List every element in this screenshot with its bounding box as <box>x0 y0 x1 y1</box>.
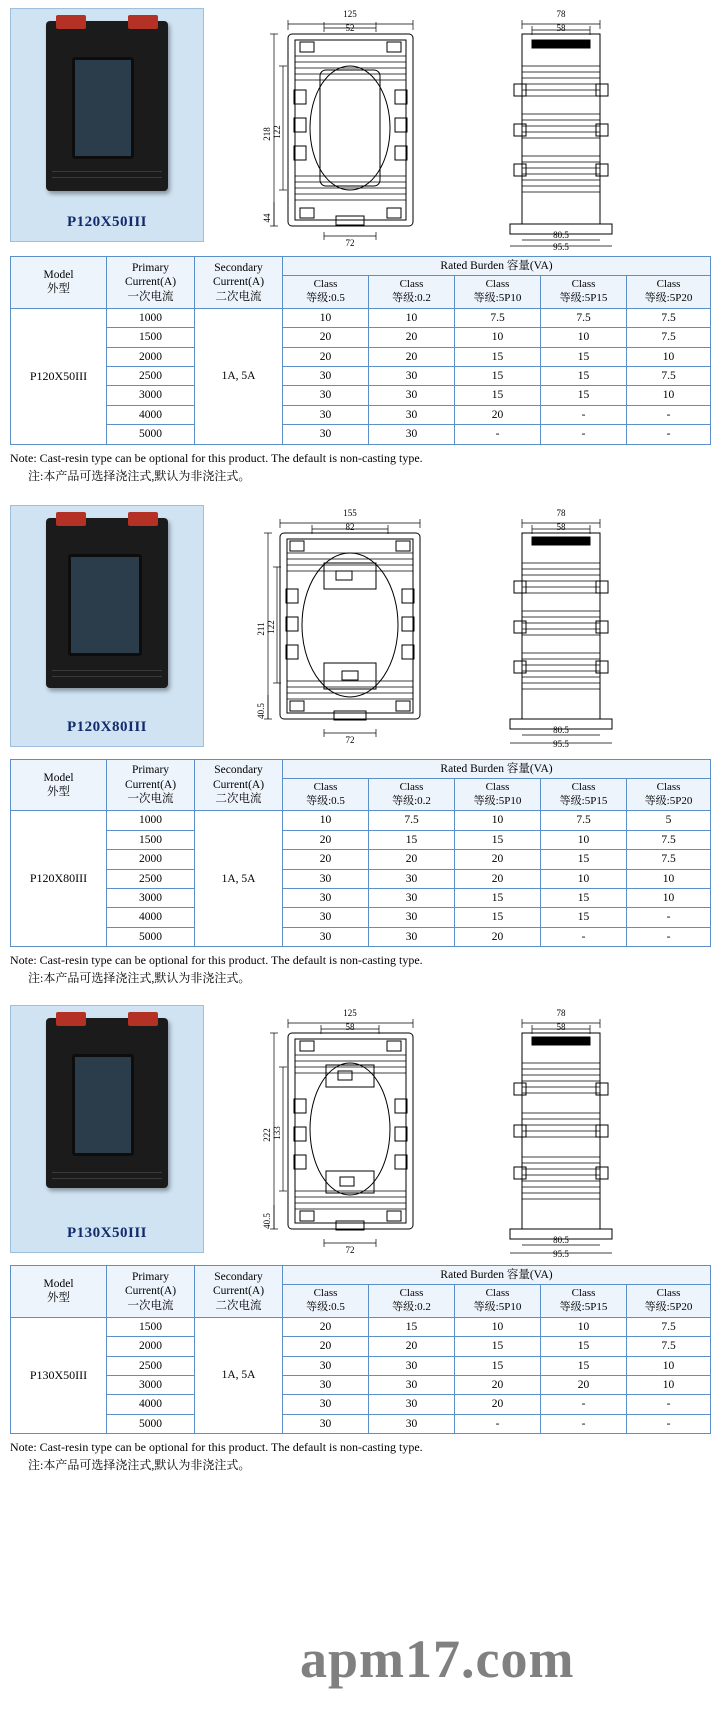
side-view-drawing-1 <box>470 6 650 252</box>
cell-primary: 3000 <box>107 1376 195 1395</box>
cell-burden: 20 <box>455 1395 541 1414</box>
cell-burden: 30 <box>283 908 369 927</box>
dim-front-height-inner-2: 122 <box>266 619 276 634</box>
cell-primary: 2000 <box>107 347 195 366</box>
cell-burden: 30 <box>369 405 455 424</box>
dim-side-bottom-inner-3: 80.5 <box>553 1235 569 1245</box>
header-class-0-3: Class 等级:0.5 <box>283 1285 369 1318</box>
table-row <box>11 405 711 424</box>
cell-burden: 30 <box>283 405 369 424</box>
cell-primary: 3000 <box>107 888 195 907</box>
header-burden-3: Rated Burden 容量(VA) <box>283 1266 711 1285</box>
cell-burden: 10 <box>541 328 627 347</box>
header-class-1-1: Class 等级:0.2 <box>369 276 455 309</box>
table-row <box>11 927 711 946</box>
cell-burden: - <box>541 405 627 424</box>
cell-burden: 10 <box>283 308 369 327</box>
dim-side-bottom-inner-1: 80.5 <box>553 230 569 240</box>
front-view-drawing-1 <box>250 6 450 248</box>
spec-table-1 <box>10 256 711 445</box>
terminal-cap-left-icon <box>56 1012 86 1026</box>
table-row <box>11 1337 711 1356</box>
cell-burden: 30 <box>283 1395 369 1414</box>
cell-burden: - <box>541 927 627 946</box>
cell-burden: - <box>541 425 627 444</box>
cell-burden: 15 <box>369 1317 455 1336</box>
cell-burden: 15 <box>541 347 627 366</box>
product-photo-panel-2 <box>10 505 204 747</box>
table-header-row <box>11 257 711 276</box>
terminal-cap-right-icon <box>128 512 158 526</box>
cell-burden: 15 <box>541 367 627 386</box>
spec-table-2 <box>10 759 711 948</box>
product-photo-panel-3 <box>10 1005 204 1253</box>
cell-burden: 20 <box>455 869 541 888</box>
header-class-0-1: Class 等级:0.5 <box>283 276 369 309</box>
table-row <box>11 908 711 927</box>
dim-side-top-outer-2: 78 <box>556 507 566 518</box>
cell-burden: 20 <box>283 1317 369 1336</box>
header-class-1-3: Class 等级:0.2 <box>369 1285 455 1318</box>
product-photo-panel-1 <box>10 8 204 242</box>
cell-burden: 20 <box>455 405 541 424</box>
cell-burden: 15 <box>541 1337 627 1356</box>
table-row <box>11 850 711 869</box>
cell-burden: 20 <box>283 328 369 347</box>
cell-burden: 7.5 <box>627 830 711 849</box>
cell-model-3: P130X50III <box>11 1317 107 1433</box>
cell-burden: 30 <box>369 869 455 888</box>
cell-burden: 10 <box>541 1317 627 1336</box>
dim-front-height-outer-2: 211 <box>256 621 266 636</box>
header-model-2: Model 外型 <box>11 759 107 811</box>
table-row <box>11 1414 711 1433</box>
transformer-photo-1 <box>46 21 168 191</box>
cell-burden: 15 <box>541 850 627 869</box>
cell-burden: 30 <box>369 927 455 946</box>
cell-burden: 7.5 <box>627 328 711 347</box>
cell-burden: 20 <box>283 347 369 366</box>
note-2 <box>10 951 710 987</box>
cell-burden: 10 <box>369 308 455 327</box>
cell-burden: - <box>627 908 711 927</box>
cell-burden: 15 <box>455 908 541 927</box>
cell-burden: - <box>627 927 711 946</box>
note-en-1: Note: Cast-resin type can be optional for this product. The default is non-casting type. <box>10 450 423 465</box>
cell-burden: - <box>541 1395 627 1414</box>
dim-front-bottom-inner-2: 72 <box>345 734 355 745</box>
note-3 <box>10 1438 710 1474</box>
cell-burden: 15 <box>541 908 627 927</box>
cell-burden: - <box>455 1414 541 1433</box>
cell-burden: - <box>627 425 711 444</box>
dim-side-top-outer-1: 78 <box>556 9 566 19</box>
dim-side-top-inner-1: 58 <box>556 23 566 33</box>
cell-burden: 30 <box>369 386 455 405</box>
cell-primary: 1500 <box>107 328 195 347</box>
cell-burden: 15 <box>369 830 455 849</box>
terminal-cap-right-icon <box>128 1012 158 1026</box>
cell-burden: 20 <box>455 850 541 869</box>
header-class-3-3: Class 等级:5P15 <box>541 1285 627 1318</box>
dim-front-bottom-left-1: 44 <box>262 213 272 223</box>
header-class-1-2: Class 等级:0.2 <box>369 778 455 811</box>
cell-model-2: P120X80III <box>11 811 107 947</box>
dim-front-top-outer-1: 125 <box>343 9 357 19</box>
cell-primary: 5000 <box>107 1414 195 1433</box>
table-row <box>11 1317 711 1336</box>
cell-burden: 30 <box>283 386 369 405</box>
cell-primary: 3000 <box>107 386 195 405</box>
cell-burden: 15 <box>455 347 541 366</box>
cell-secondary-1: 1A, 5A <box>195 308 283 444</box>
cell-burden: 10 <box>627 347 711 366</box>
cell-burden: 10 <box>455 811 541 830</box>
cell-burden: 30 <box>283 927 369 946</box>
cell-burden: 30 <box>283 869 369 888</box>
dim-front-height-inner-3: 133 <box>272 1126 282 1140</box>
cell-burden: 15 <box>455 367 541 386</box>
cell-burden: 15 <box>455 1337 541 1356</box>
cell-burden: 30 <box>369 367 455 386</box>
cell-burden: 10 <box>455 1317 541 1336</box>
product-label-2: P120X80III <box>66 718 147 735</box>
table-row <box>11 308 711 327</box>
product-block-3 <box>0 991 720 1259</box>
dim-front-bottom-left-3: 40.5 <box>262 1213 272 1229</box>
dim-side-bottom-outer-3: 95.5 <box>553 1249 569 1259</box>
dim-front-top-outer-3: 125 <box>343 1008 357 1018</box>
dim-front-bottom-left-2: 40.5 <box>256 702 266 719</box>
cell-burden: 15 <box>455 1356 541 1375</box>
cell-burden: 20 <box>369 1337 455 1356</box>
dim-side-bottom-outer-1: 95.5 <box>553 242 569 252</box>
cell-burden: 30 <box>283 367 369 386</box>
dim-front-height-outer-3: 222 <box>262 1128 272 1142</box>
terminal-cap-left-icon <box>56 15 86 29</box>
cell-burden: 7.5 <box>455 308 541 327</box>
cell-burden: 20 <box>369 328 455 347</box>
product-block-1 <box>0 0 720 250</box>
table-row <box>11 425 711 444</box>
cell-burden: 7.5 <box>369 811 455 830</box>
product-label-3: P130X50III <box>66 1225 147 1241</box>
front-view-drawing-3 <box>250 1005 450 1255</box>
header-class-4-3: Class 等级:5P20 <box>627 1285 711 1318</box>
header-class-2-2: Class 等级:5P10 <box>455 778 541 811</box>
terminal-cap-left-icon <box>56 512 86 526</box>
dim-front-bottom-inner-3: 72 <box>345 1245 355 1255</box>
header-primary-1: Primary Current(A) 一次电流 <box>107 257 195 309</box>
dim-front-bottom-inner-1: 72 <box>345 238 355 248</box>
header-class-4-1: Class 等级:5P20 <box>627 276 711 309</box>
header-primary-3: Primary Current(A) 一次电流 <box>107 1266 195 1318</box>
header-burden-1: Rated Burden 容量(VA) <box>283 257 711 276</box>
header-burden-2: Rated Burden 容量(VA) <box>283 759 711 778</box>
note-cn-3: 注:本产品可选择浇注式,默认为非浇注式。 <box>28 1458 251 1473</box>
spec-table-3 <box>10 1265 711 1434</box>
table-header-row <box>11 1266 711 1285</box>
cell-burden: 10 <box>627 1376 711 1395</box>
cell-burden: 10 <box>627 869 711 888</box>
header-class-3-1: Class 等级:5P15 <box>541 276 627 309</box>
cell-burden: 7.5 <box>627 850 711 869</box>
cell-burden: 30 <box>369 425 455 444</box>
dim-front-top-inner-2: 82 <box>345 521 355 532</box>
note-cn-1: 注:本产品可选择浇注式,默认为非浇注式。 <box>28 468 251 483</box>
cell-burden: 7.5 <box>627 1317 711 1336</box>
dim-side-top-inner-2: 58 <box>556 521 566 532</box>
dim-side-top-outer-3: 78 <box>556 1008 566 1018</box>
table-row <box>11 328 711 347</box>
note-cn-2: 注:本产品可选择浇注式,默认为非浇注式。 <box>28 971 251 985</box>
table-row <box>11 888 711 907</box>
cell-burden: - <box>627 1414 711 1433</box>
header-class-2-1: Class 等级:5P10 <box>455 276 541 309</box>
cell-model-1: P120X50III <box>11 308 107 444</box>
note-1 <box>10 449 710 485</box>
cell-burden: 5 <box>627 811 711 830</box>
dim-side-bottom-outer-2: 95.5 <box>553 738 569 749</box>
cell-burden: - <box>541 1414 627 1433</box>
cell-burden: 20 <box>283 830 369 849</box>
header-class-4-2: Class 等级:5P20 <box>627 778 711 811</box>
table-row <box>11 830 711 849</box>
dim-front-top-inner-3: 58 <box>345 1022 355 1032</box>
cell-burden: 10 <box>627 1356 711 1375</box>
product-block-2 <box>0 491 720 753</box>
cell-primary: 2000 <box>107 850 195 869</box>
cell-burden: 30 <box>369 1376 455 1395</box>
cell-burden: 20 <box>455 927 541 946</box>
table-row <box>11 1395 711 1414</box>
cell-burden: 30 <box>369 1395 455 1414</box>
cell-burden: 7.5 <box>627 367 711 386</box>
table-row <box>11 386 711 405</box>
cell-burden: 20 <box>541 1376 627 1395</box>
cell-primary: 1500 <box>107 830 195 849</box>
cell-burden: 30 <box>283 1414 369 1433</box>
cell-primary: 2500 <box>107 367 195 386</box>
cell-primary: 2500 <box>107 1356 195 1375</box>
header-class-0-2: Class 等级:0.5 <box>283 778 369 811</box>
cell-burden: 30 <box>369 1414 455 1433</box>
cell-burden: 15 <box>541 888 627 907</box>
transformer-photo-2 <box>46 518 168 688</box>
cell-burden: 20 <box>283 1337 369 1356</box>
header-primary-2: Primary Current(A) 一次电流 <box>107 759 195 811</box>
cell-burden: 20 <box>369 850 455 869</box>
cell-primary: 4000 <box>107 1395 195 1414</box>
cell-burden: 20 <box>455 1376 541 1395</box>
cell-burden: 10 <box>541 830 627 849</box>
cell-primary: 5000 <box>107 425 195 444</box>
dim-side-top-inner-3: 58 <box>556 1022 566 1032</box>
cell-burden: 15 <box>455 386 541 405</box>
cell-burden: 10 <box>541 869 627 888</box>
cell-burden: 15 <box>541 386 627 405</box>
dim-front-height-outer-1: 218 <box>262 127 272 141</box>
table-row <box>11 1356 711 1375</box>
front-view-drawing-2 <box>250 505 450 743</box>
cell-burden: 7.5 <box>627 308 711 327</box>
cell-secondary-3: 1A, 5A <box>195 1317 283 1433</box>
cell-burden: 10 <box>627 386 711 405</box>
cell-burden: 10 <box>455 328 541 347</box>
cell-burden: 30 <box>369 888 455 907</box>
dim-front-top-outer-2: 155 <box>343 507 357 518</box>
table-row <box>11 811 711 830</box>
cell-burden: 7.5 <box>541 308 627 327</box>
watermark: apm17.com <box>300 1629 575 1689</box>
header-model-1: Model 外型 <box>11 257 107 309</box>
dim-front-top-inner-1: 52 <box>345 23 355 33</box>
side-view-drawing-3 <box>470 1005 650 1259</box>
note-en-3: Note: Cast-resin type can be optional for this product. The default is non-casting type. <box>10 1440 423 1455</box>
cell-burden: 15 <box>455 888 541 907</box>
cell-primary: 2000 <box>107 1337 195 1356</box>
transformer-photo-3 <box>46 1018 168 1188</box>
table-row <box>11 367 711 386</box>
cell-primary: 4000 <box>107 908 195 927</box>
side-view-drawing-2 <box>470 505 650 749</box>
dim-side-bottom-inner-2: 80.5 <box>553 724 569 735</box>
terminal-cap-right-icon <box>128 15 158 29</box>
cell-burden: 20 <box>283 850 369 869</box>
table-row <box>11 1376 711 1395</box>
cell-primary: 2500 <box>107 869 195 888</box>
cell-burden: 30 <box>283 888 369 907</box>
cell-primary: 5000 <box>107 927 195 946</box>
cell-burden: 10 <box>283 811 369 830</box>
dim-front-height-inner-1: 122 <box>272 125 282 139</box>
table-row <box>11 869 711 888</box>
cell-burden: - <box>627 405 711 424</box>
table-row <box>11 347 711 366</box>
product-label-1: P120X50III <box>66 214 147 230</box>
cell-burden: - <box>455 425 541 444</box>
header-class-3-2: Class 等级:5P15 <box>541 778 627 811</box>
cell-burden: 10 <box>627 888 711 907</box>
note-en-2: Note: Cast-resin type can be optional for this product. The default is non-casting type. <box>10 953 423 967</box>
cell-burden: 7.5 <box>541 811 627 830</box>
cell-secondary-2: 1A, 5A <box>195 811 283 947</box>
cell-burden: 30 <box>283 1356 369 1375</box>
cell-primary: 1500 <box>107 1317 195 1336</box>
cell-primary: 4000 <box>107 405 195 424</box>
cell-burden: - <box>627 1395 711 1414</box>
table-header-row <box>11 759 711 778</box>
cell-burden: 20 <box>369 347 455 366</box>
header-secondary-2: Secondary Current(A) 二次电流 <box>195 759 283 811</box>
header-secondary-1: Secondary Current(A) 二次电流 <box>195 257 283 309</box>
cell-burden: 30 <box>369 908 455 927</box>
cell-primary: 1000 <box>107 308 195 327</box>
cell-burden: 30 <box>283 425 369 444</box>
cell-burden: 15 <box>541 1356 627 1375</box>
header-secondary-3: Secondary Current(A) 二次电流 <box>195 1266 283 1318</box>
cell-primary: 1000 <box>107 811 195 830</box>
cell-burden: 30 <box>369 1356 455 1375</box>
header-model-3: Model 外型 <box>11 1266 107 1318</box>
cell-burden: 30 <box>283 1376 369 1395</box>
cell-burden: 15 <box>455 830 541 849</box>
cell-burden: 7.5 <box>627 1337 711 1356</box>
header-class-2-3: Class 等级:5P10 <box>455 1285 541 1318</box>
